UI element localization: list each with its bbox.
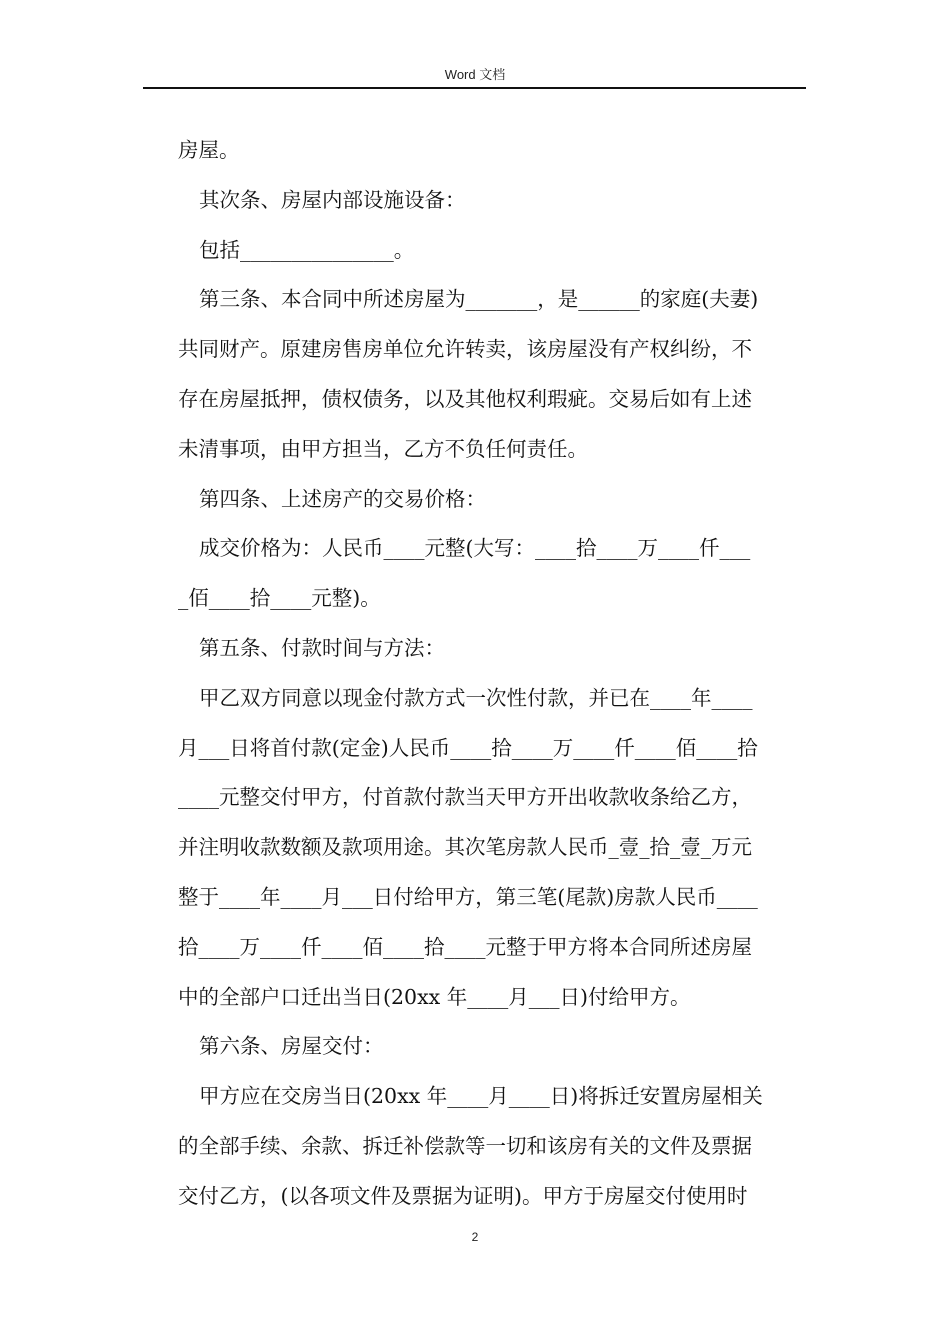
clause-heading: 其次条、房屋内部设施设备：	[199, 187, 466, 212]
text-line: 共同财产。原建房售房单位允许转卖，该房屋没有产权纠纷，不	[178, 337, 752, 362]
header-divider	[143, 87, 806, 89]
page-number: 2	[471, 1230, 479, 1244]
text-line: 存在房屋抵押，债权债务，以及其他权利瑕疵。交易后如有上述	[178, 386, 752, 411]
text-line: 中的全部户口迁出当日(20xx 年____月___日)付给甲方。	[178, 984, 691, 1009]
text-line: 整于____年____月___日付给甲方，第三笔(尾款)房款人民币____	[178, 884, 758, 909]
text-line: 交付乙方，(以各项文件及票据为证明)。甲方于房屋交付使用时	[178, 1183, 748, 1208]
page-header: Word 文档	[444, 67, 506, 82]
clause-heading: 第五条、付款时间与方法：	[199, 635, 445, 660]
text-line: 并注明收款数额及款项用途。其次笔房款人民币_壹_拾_壹_万元	[178, 835, 752, 860]
text-line: _佰____拾____元整)。	[178, 586, 381, 611]
text-line: 未清事项，由甲方担当，乙方不负任何责任。	[178, 436, 588, 461]
clause-heading: 第四条、上述房产的交易价格：	[199, 486, 486, 511]
clause-heading: 第六条、房屋交付：	[199, 1034, 384, 1059]
text-line: 拾____万____仟____佰____拾____元整于甲方将本合同所述房屋	[178, 934, 752, 959]
document-body	[178, 126, 804, 1222]
text-line: 的全部手续、余款、拆迁补偿款等一切和该房有关的文件及票据	[178, 1133, 752, 1158]
text-line: ____元整交付甲方，付首款付款当天甲方开出收款收条给乙方，	[178, 785, 752, 810]
text-line: 包括_______________。	[199, 237, 415, 262]
text-line: 房屋。	[178, 138, 240, 162]
clause-heading: 第三条、本合同中所述房屋为_______，是______的家庭(夫妻)	[199, 287, 759, 312]
text-line: 成交价格为：人民币____元整(大写：____拾____万____仟___	[199, 536, 751, 561]
text-line: 甲乙双方同意以现金付款方式一次性付款，并已在____年____	[199, 685, 753, 710]
text-line: 月___日将首付款(定金)人民币____拾____万____仟____佰____拾	[178, 735, 758, 760]
text-line: 甲方应在交房当日(20xx 年____月____日)将拆迁安置房屋相关	[199, 1084, 763, 1109]
